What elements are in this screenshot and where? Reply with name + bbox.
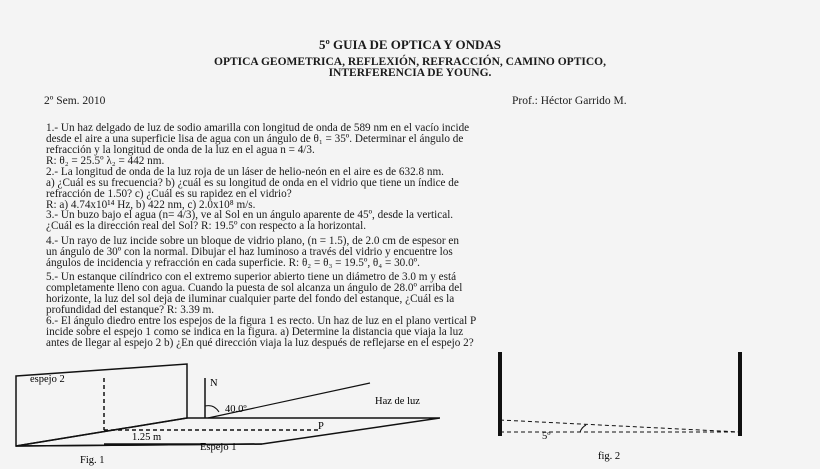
problem-line: completamente lleno con agua. Cuando la puesta de sol alcanza un ángulo de 28.0º arriba del [46, 282, 463, 294]
document-subtitle-line-1: OPTICA GEOMETRICA, REFLEXIÓN, REFRACCIÓN, CAMINO OPTICO, [214, 56, 606, 68]
problem-line: antes de llegar al espejo 2 b) ¿En qué dirección viaja la luz después de reflejarse en el espejo 2? [46, 337, 474, 349]
semester-label: 2º Sem. 2010 [44, 95, 106, 107]
problem-answer: R: a) 4.74x10¹⁴ Hz, b) 422 nm, c) 2.0x10⁸ m/s. [46, 199, 256, 211]
problem-line: refracción de 1.50? c) ¿Cuál es su rapidez en el vidrio? [46, 188, 292, 200]
figure-1-diagram [0, 348, 440, 469]
problem-1 [46, 123, 806, 167]
problem-4 [46, 236, 806, 269]
mirror-2-label: espejo 2 [30, 374, 65, 385]
angle-arc [580, 425, 586, 432]
problem-line: 6.- El ángulo diedro entre los espejos de la figura 1 es recto. Un haz de luz en el plano vertical P [46, 315, 477, 327]
problem-line: 3.- Un buzo bajo el agua (n= 4/3), ve al Sol en un ángulo aparente de 45º, desde la vertical. [46, 209, 454, 221]
problem-line: ángulos de incidencia y refracción en cada superficie. R: θ₂ = θ₃ = 19.5º, θ₄ = 30.0º. [46, 257, 420, 269]
angle-arc [205, 406, 219, 412]
problem-5 [46, 272, 806, 316]
distance-label: 1.25 m [132, 432, 162, 443]
plane-label: P [318, 421, 324, 432]
figure-2-diagram [490, 348, 780, 469]
problem-line: 1.- Un haz delgado de luz de sodio amarilla con longitud de onda de 589 nm en el vacío incide [46, 122, 470, 134]
problem-line: a) ¿Cuál es su frecuencia? b) ¿cuál es su longitud de onda en el vidrio que tiene un índice de [46, 177, 459, 189]
ray-dashed-line [500, 420, 740, 432]
problem-line: desde el aire a una superficie lisa de agua con un ángulo de θ₁ = 35º. Determinar el ángulo de [46, 133, 464, 145]
document-subtitle-line-2: INTERFERENCIA DE YOUNG. [328, 67, 492, 79]
mirror-1-label: Espejo 1 [200, 442, 237, 453]
problem-line: un ángulo de 30º con la normal. Dibujar el haz luminoso a través del vidrio y encuentre los [46, 246, 453, 258]
angle-label: 5º [542, 431, 551, 442]
problem-answer: profundidad del estanque? R: 3.39 m. [46, 304, 215, 316]
problem-line: horizonte, la luz del sol deja de iluminar cualquier parte del fondo del estanque, ¿Cuál es la [46, 293, 455, 305]
angle-label: 40.0º [225, 404, 247, 415]
figure-1-caption: Fig. 1 [80, 455, 105, 466]
problem-answer: R: θ₂ = 25.5º λ₂ = 442 nm. [46, 155, 165, 167]
document-title: 5º GUIA DE OPTICA Y ONDAS [318, 37, 502, 52]
problem-line: ¿Cuál es la dirección real del Sol? R: 19.5º con respecto a la horizontal. [46, 220, 367, 232]
figure-2-caption: fig. 2 [598, 451, 621, 462]
problem-line: refracción y la longitud de onda de la luz en el agua n = 4/3. [46, 144, 315, 156]
normal-label: N [210, 378, 218, 389]
professor-label: Prof.: Héctor Garrido M. [512, 95, 627, 107]
problem-3 [46, 210, 806, 232]
beam-label: Haz de luz [375, 396, 420, 407]
problem-line: 5.- Un estanque cilíndrico con el extremo superior abierto tiene un diámetro de 3.0 m y está [46, 271, 457, 283]
problem-line: 2.- La longitud de onda de la luz roja de un láser de helio-neón en el aire es de 632.8 nm. [46, 166, 444, 178]
problem-line: 4.- Un rayo de luz incide sobre un bloque de vidrio plano, (n = 1.5), de 2.0 cm de espesor en [46, 235, 459, 247]
problem-line: incide sobre el espejo 1 como se indica en la figura. a) Determine la distancia que viaja la luz [46, 326, 464, 338]
problem-2 [46, 167, 806, 211]
problem-6 [46, 316, 806, 349]
